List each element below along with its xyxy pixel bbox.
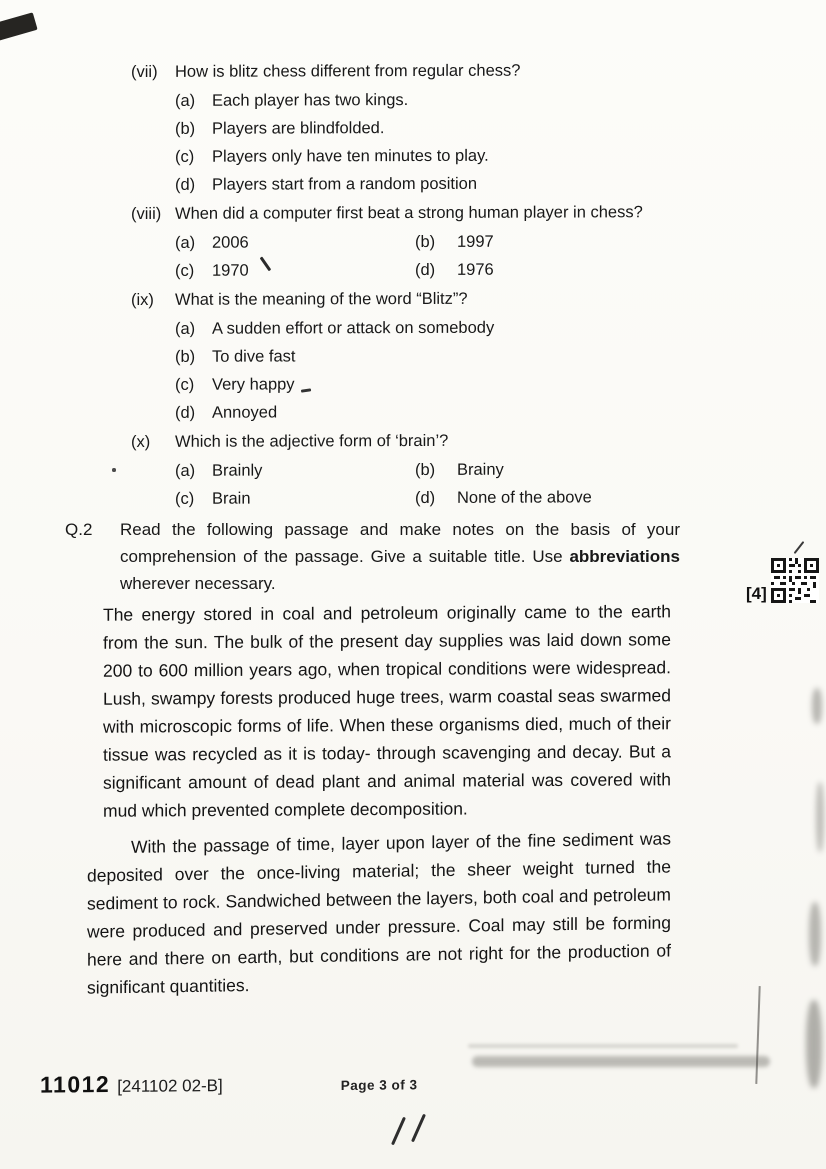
scan-artifact-smudge [812,688,822,724]
scan-artifact-band [468,1044,738,1048]
options-grid [175,227,645,285]
question-body [175,285,770,427]
option-row [175,113,770,143]
option-row [175,85,770,115]
pen-mark [411,1114,426,1143]
option-letter: (b) [415,232,436,252]
option-text: Very happy [212,375,295,394]
marks-badge: [4] [746,584,767,603]
question-body [175,427,770,513]
question-text: Which is the adjective form of ‘brain’? [175,431,449,451]
pen-mark [391,1117,406,1146]
option-letter: (c) [175,489,195,508]
option-text: Each player has two kings. [212,91,409,110]
page-number: Page 3 of 3 [340,1077,418,1094]
option-text: Players only have ten minutes to play. [212,146,489,166]
option-letter: (a) [175,319,196,338]
options-grid [175,455,645,513]
option-text: Brainy [457,460,504,479]
scan-artifact-smudge [809,902,821,966]
paper-reference: [241102 02-B] [117,1076,223,1096]
option-text: 2006 [212,233,249,252]
option-row [175,369,770,399]
question-text [120,516,680,597]
option-text: Annoyed [212,403,278,422]
passage-paragraph-2: With the passage of time, layer upon layer of the fine sediment was deposited over the once-living material; the sheer weight turned the sediment to rock. Sandwiched between the layers, both coal and petroleum were produced and preserved under pressure. Coal may still be forming here and there on earth, but conditions are not right for the production of significant quantities. [87,828,671,998]
option-text: To dive fast [212,347,296,366]
question-vii [65,57,770,199]
option-letter: (b) [175,347,196,366]
option-letter: (d) [175,403,196,422]
question-body [175,199,770,285]
q2-text-post: wherever necessary. [120,574,276,593]
option-letter: (c) [175,375,195,394]
option-letter: (a) [175,461,196,480]
question-text: What is the meaning of the word “Blitz”? [175,289,468,309]
option-letter: (b) [175,119,196,138]
option-letter: (c) [175,147,195,166]
question-text: How is blitz chess different from regular chess? [175,61,521,81]
question-number: (ix) [131,290,154,310]
option-letter: (b) [415,460,436,480]
page-content [65,58,770,997]
option-text: Brain [212,489,251,508]
option-row [175,313,770,343]
option-letter: (d) [175,175,196,194]
question-ix [65,285,770,427]
option-letter: (d) [415,488,436,508]
question-number: Q.2 [65,520,93,539]
option-letter: (a) [175,91,196,110]
option-row [175,341,770,371]
options-list [175,313,770,427]
option-row [175,397,770,427]
scan-artifact-smudge [806,1000,822,1088]
option-letter: (a) [175,233,196,252]
options-list [175,85,770,199]
paper-code: 11012 [40,1071,111,1098]
option-row [175,141,770,171]
question-text: When did a computer first beat a strong human player in chess? [175,203,643,223]
question-viii [65,199,770,285]
question-x [65,427,770,513]
scan-artifact-line [755,986,760,1084]
pen-mark [794,541,805,554]
option-text: 1970 [212,261,249,280]
question-number: (vii) [131,62,158,82]
scan-artifact-band [472,1056,770,1067]
q2-text-bold: abbreviations [569,547,680,566]
option-text: None of the above [457,488,592,507]
option-text: Players are blindfolded. [212,119,385,138]
q2-text-pre: Read the following passage and make notes on the basis of your comprehension of the passage. Give a suitable title. Use [120,520,680,566]
question-q2 [65,516,770,597]
question-body [175,57,770,199]
question-number: (viii) [131,204,162,224]
option-text: 1997 [457,232,494,251]
option-letter: (c) [175,261,195,280]
option-text: A sudden effort or attack on somebody [212,318,495,338]
option-row [175,169,770,199]
qr-code-icon [771,558,819,603]
scan-artifact-smudge [816,782,824,852]
option-text: 1976 [457,260,494,279]
option-text: Players start from a random position [212,174,478,194]
passage-paragraph-1: The energy stored in coal and petroleum originally came to the earth from the sun. The bulk of the present day supplies was laid down some 200 to 600 million years ago, when tropical conditions were widespread. Lush, swampy forests produced huge trees, warm coastal seas swarmed with microscopic forms of life. When these organisms died, much of their tissue was recycled as it is today- through scavenging and decay. But a significant amount of dead plant and animal material was covered with mud which prevented complete decomposition. [103,601,671,821]
option-letter: (d) [415,260,436,280]
question-number: (x) [131,432,151,452]
scan-artifact-corner [0,12,38,41]
option-text: Brainly [212,461,263,480]
page-footer [40,1068,418,1098]
reading-passage [87,599,671,998]
